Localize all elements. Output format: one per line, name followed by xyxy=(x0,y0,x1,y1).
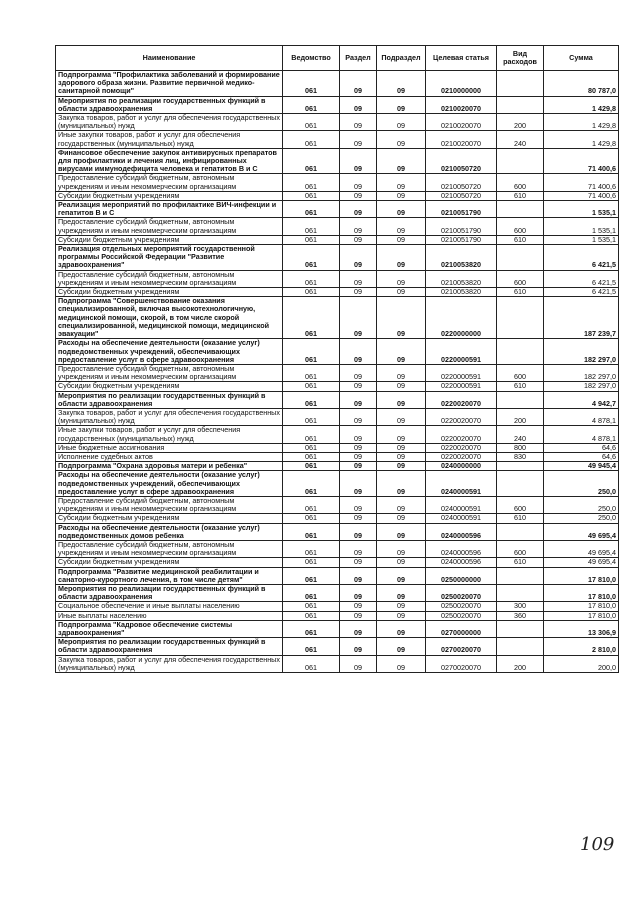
cell-name: Мероприятия по реализации государственных функций в области здравоохранения xyxy=(56,391,283,408)
cell-sum: 17 810,0 xyxy=(544,584,619,601)
cell-exp-type xyxy=(497,339,544,365)
cell-name: Финансовое обеспечение закупок антивирусных препаратов для профилактики и лечения лиц, инфицированных вирусами иммунодефицита человека и гепатитов В и С xyxy=(56,148,283,174)
cell-dept: 061 xyxy=(283,288,340,297)
cell-sum: 200,0 xyxy=(544,655,619,672)
cell-exp-type: 240 xyxy=(497,426,544,443)
cell-subsection: 09 xyxy=(377,218,426,235)
cell-name: Закупка товаров, работ и услуг для обеспечения государственных (муниципальных) нужд xyxy=(56,408,283,425)
cell-subsection: 09 xyxy=(377,270,426,287)
cell-dept: 061 xyxy=(283,443,340,452)
cell-sum: 71 400,6 xyxy=(544,148,619,174)
cell-exp-type xyxy=(497,297,544,339)
cell-exp-type: 610 xyxy=(497,382,544,391)
cell-name: Реализация отдельных мероприятий государственной программы Российской Федерации "Развитие здравоохранения" xyxy=(56,245,283,271)
table-row xyxy=(56,245,619,271)
cell-exp-type: 600 xyxy=(497,218,544,235)
table-body xyxy=(56,71,619,673)
cell-sum: 6 421,5 xyxy=(544,288,619,297)
cell-subsection: 09 xyxy=(377,148,426,174)
cell-sum: 4 878,1 xyxy=(544,408,619,425)
cell-subsection: 09 xyxy=(377,131,426,148)
cell-subsection: 09 xyxy=(377,567,426,584)
cell-target: 0240000591 xyxy=(426,514,497,523)
cell-name: Подпрограмма "Развитие медицинской реабилитации и санаторно-курортного лечения, в том числе детям" xyxy=(56,567,283,584)
cell-section: 09 xyxy=(340,288,377,297)
cell-target: 0210051790 xyxy=(426,235,497,244)
cell-target: 0210020070 xyxy=(426,131,497,148)
cell-target: 0250020070 xyxy=(426,611,497,620)
cell-section: 09 xyxy=(340,558,377,567)
cell-sum: 4 942,7 xyxy=(544,391,619,408)
cell-exp-type xyxy=(497,567,544,584)
cell-sum: 1 429,8 xyxy=(544,96,619,113)
table-row xyxy=(56,297,619,339)
table-row xyxy=(56,523,619,540)
cell-name: Мероприятия по реализации государственных функций в области здравоохранения xyxy=(56,638,283,655)
table-header-row xyxy=(56,46,619,71)
table-row xyxy=(56,235,619,244)
table-row xyxy=(56,620,619,637)
table-row xyxy=(56,201,619,218)
table-row xyxy=(56,382,619,391)
cell-name: Субсидии бюджетным учреждениям xyxy=(56,235,283,244)
cell-sum: 6 421,5 xyxy=(544,245,619,271)
cell-subsection: 09 xyxy=(377,514,426,523)
cell-sum: 1 535,1 xyxy=(544,201,619,218)
cell-subsection: 09 xyxy=(377,584,426,601)
cell-dept: 061 xyxy=(283,174,340,191)
cell-name: Подпрограмма "Профилактика заболеваний и формирование здорового образа жизни. Развитие первичной медико-санитарной помощи" xyxy=(56,71,283,97)
cell-exp-type: 200 xyxy=(497,408,544,425)
cell-dept: 061 xyxy=(283,339,340,365)
cell-subsection: 09 xyxy=(377,558,426,567)
cell-dept: 061 xyxy=(283,638,340,655)
cell-section: 09 xyxy=(340,131,377,148)
cell-subsection: 09 xyxy=(377,408,426,425)
cell-dept: 061 xyxy=(283,655,340,672)
table-row xyxy=(56,452,619,461)
cell-exp-type: 600 xyxy=(497,496,544,513)
cell-name: Субсидии бюджетным учреждениям xyxy=(56,288,283,297)
cell-sum: 250,0 xyxy=(544,471,619,497)
cell-target: 0210050720 xyxy=(426,148,497,174)
cell-target: 0210000000 xyxy=(426,71,497,97)
cell-target: 0220000000 xyxy=(426,297,497,339)
cell-dept: 061 xyxy=(283,297,340,339)
cell-sum: 17 810,0 xyxy=(544,567,619,584)
cell-sum: 182 297,0 xyxy=(544,382,619,391)
cell-sum: 4 878,1 xyxy=(544,426,619,443)
cell-section: 09 xyxy=(340,638,377,655)
cell-sum: 64,6 xyxy=(544,452,619,461)
cell-name: Закупка товаров, работ и услуг для обеспечения государственных (муниципальных) нужд xyxy=(56,114,283,131)
cell-sum: 187 239,7 xyxy=(544,297,619,339)
cell-name: Предоставление субсидий бюджетным, автономным учреждениям и иным некоммерческим организациям xyxy=(56,364,283,381)
cell-target: 0220000591 xyxy=(426,339,497,365)
cell-subsection: 09 xyxy=(377,496,426,513)
cell-exp-type xyxy=(497,462,544,471)
table-row xyxy=(56,288,619,297)
cell-name: Предоставление субсидий бюджетным, автономным учреждениям и иным некоммерческим организациям xyxy=(56,174,283,191)
table-row xyxy=(56,148,619,174)
cell-subsection: 09 xyxy=(377,638,426,655)
cell-dept: 061 xyxy=(283,462,340,471)
cell-exp-type xyxy=(497,584,544,601)
cell-target: 0210053820 xyxy=(426,270,497,287)
cell-sum: 13 306,9 xyxy=(544,620,619,637)
cell-sum: 6 421,5 xyxy=(544,270,619,287)
cell-exp-type xyxy=(497,201,544,218)
cell-name: Субсидии бюджетным учреждениям xyxy=(56,191,283,200)
table-row xyxy=(56,71,619,97)
cell-exp-type: 800 xyxy=(497,443,544,452)
cell-section: 09 xyxy=(340,426,377,443)
header-section: Раздел xyxy=(340,46,377,71)
cell-name: Предоставление субсидий бюджетным, автономным учреждениям и иным некоммерческим организациям xyxy=(56,270,283,287)
cell-target: 0210051790 xyxy=(426,201,497,218)
cell-dept: 061 xyxy=(283,201,340,218)
cell-target: 0220020070 xyxy=(426,443,497,452)
table-row xyxy=(56,611,619,620)
cell-subsection: 09 xyxy=(377,288,426,297)
cell-sum: 250,0 xyxy=(544,514,619,523)
table-row xyxy=(56,462,619,471)
cell-name: Подпрограмма "Совершенствование оказания специализированной, включая высокотехнологичную, медицинской помощи, скорой, в том числе скорой специализированной, медицинской помощи, медицинской эвакуации" xyxy=(56,297,283,339)
cell-target: 0240000591 xyxy=(426,471,497,497)
cell-section: 09 xyxy=(340,245,377,271)
cell-name: Подпрограмма "Кадровое обеспечение системы здравоохранения" xyxy=(56,620,283,637)
cell-dept: 061 xyxy=(283,382,340,391)
cell-dept: 061 xyxy=(283,131,340,148)
cell-name: Иные бюджетные ассигнования xyxy=(56,443,283,452)
cell-name: Предоставление субсидий бюджетным, автономным учреждениям и иным некоммерческим организациям xyxy=(56,540,283,557)
header-target: Целевая статья xyxy=(426,46,497,71)
cell-dept: 061 xyxy=(283,96,340,113)
cell-subsection: 09 xyxy=(377,174,426,191)
table-row xyxy=(56,218,619,235)
cell-dept: 061 xyxy=(283,71,340,97)
cell-section: 09 xyxy=(340,452,377,461)
cell-section: 09 xyxy=(340,655,377,672)
table-row xyxy=(56,602,619,611)
cell-dept: 061 xyxy=(283,114,340,131)
cell-section: 09 xyxy=(340,382,377,391)
table-row xyxy=(56,408,619,425)
cell-dept: 061 xyxy=(283,191,340,200)
cell-subsection: 09 xyxy=(377,462,426,471)
cell-section: 09 xyxy=(340,339,377,365)
cell-sum: 64,6 xyxy=(544,443,619,452)
cell-name: Иные закупки товаров, работ и услуг для обеспечения государственных (муниципальных) нужд xyxy=(56,131,283,148)
cell-subsection: 09 xyxy=(377,201,426,218)
cell-dept: 061 xyxy=(283,408,340,425)
cell-target: 0240000596 xyxy=(426,540,497,557)
cell-subsection: 09 xyxy=(377,297,426,339)
cell-section: 09 xyxy=(340,611,377,620)
table-row xyxy=(56,638,619,655)
cell-section: 09 xyxy=(340,148,377,174)
cell-exp-type xyxy=(497,148,544,174)
cell-target: 0220020070 xyxy=(426,426,497,443)
cell-dept: 061 xyxy=(283,452,340,461)
cell-dept: 061 xyxy=(283,496,340,513)
cell-section: 09 xyxy=(340,496,377,513)
cell-exp-type: 610 xyxy=(497,514,544,523)
cell-section: 09 xyxy=(340,471,377,497)
header-sum: Сумма xyxy=(544,46,619,71)
cell-target: 0210020070 xyxy=(426,114,497,131)
cell-sum: 1 535,1 xyxy=(544,218,619,235)
cell-target: 0270020070 xyxy=(426,638,497,655)
cell-target: 0210050720 xyxy=(426,174,497,191)
cell-section: 09 xyxy=(340,391,377,408)
cell-exp-type: 610 xyxy=(497,558,544,567)
cell-section: 09 xyxy=(340,96,377,113)
cell-dept: 061 xyxy=(283,620,340,637)
cell-sum: 182 297,0 xyxy=(544,339,619,365)
cell-name: Расходы на обеспечение деятельности (оказание услуг) подведомственных домов ребенка xyxy=(56,523,283,540)
cell-dept: 061 xyxy=(283,391,340,408)
cell-exp-type: 610 xyxy=(497,235,544,244)
cell-exp-type xyxy=(497,638,544,655)
cell-target: 0220020070 xyxy=(426,408,497,425)
cell-section: 09 xyxy=(340,174,377,191)
table-row xyxy=(56,655,619,672)
cell-subsection: 09 xyxy=(377,602,426,611)
cell-section: 09 xyxy=(340,620,377,637)
cell-name: Расходы на обеспечение деятельности (оказание услуг) подведомственных учреждений, обеспечивающих предоставление услуг в сфере здравоохранения xyxy=(56,339,283,365)
cell-name: Предоставление субсидий бюджетным, автономным учреждениям и иным некоммерческим организациям xyxy=(56,218,283,235)
cell-name: Расходы на обеспечение деятельности (оказание услуг) подведомственных учреждений, обеспечивающих предоставление услуг в сфере здравоохранения xyxy=(56,471,283,497)
table-row xyxy=(56,131,619,148)
cell-name: Мероприятия по реализации государственных функций в области здравоохранения xyxy=(56,584,283,601)
cell-exp-type xyxy=(497,96,544,113)
cell-sum: 1 535,1 xyxy=(544,235,619,244)
cell-subsection: 09 xyxy=(377,245,426,271)
cell-section: 09 xyxy=(340,201,377,218)
table-row xyxy=(56,540,619,557)
cell-sum: 17 810,0 xyxy=(544,611,619,620)
cell-target: 0270000000 xyxy=(426,620,497,637)
cell-section: 09 xyxy=(340,540,377,557)
cell-dept: 061 xyxy=(283,611,340,620)
page-number: 109 xyxy=(580,834,615,855)
cell-dept: 061 xyxy=(283,270,340,287)
cell-exp-type: 240 xyxy=(497,131,544,148)
cell-target: 0220020070 xyxy=(426,391,497,408)
cell-dept: 061 xyxy=(283,364,340,381)
cell-subsection: 09 xyxy=(377,655,426,672)
cell-exp-type xyxy=(497,245,544,271)
cell-subsection: 09 xyxy=(377,540,426,557)
table-row xyxy=(56,443,619,452)
cell-subsection: 09 xyxy=(377,339,426,365)
table-row xyxy=(56,391,619,408)
cell-subsection: 09 xyxy=(377,382,426,391)
table-row xyxy=(56,114,619,131)
cell-exp-type xyxy=(497,523,544,540)
table-row xyxy=(56,584,619,601)
cell-sum: 49 695,4 xyxy=(544,558,619,567)
cell-target: 0250020070 xyxy=(426,584,497,601)
cell-subsection: 09 xyxy=(377,114,426,131)
cell-section: 09 xyxy=(340,514,377,523)
cell-sum: 71 400,6 xyxy=(544,191,619,200)
header-subsection: Подраздел xyxy=(377,46,426,71)
cell-section: 09 xyxy=(340,408,377,425)
header-exp-type: Вид расходов xyxy=(497,46,544,71)
cell-name: Исполнение судебных актов xyxy=(56,452,283,461)
cell-subsection: 09 xyxy=(377,471,426,497)
cell-target: 0210053820 xyxy=(426,245,497,271)
cell-section: 09 xyxy=(340,114,377,131)
cell-target: 0220000591 xyxy=(426,382,497,391)
cell-subsection: 09 xyxy=(377,611,426,620)
table-row xyxy=(56,191,619,200)
cell-name: Закупка товаров, работ и услуг для обеспечения государственных (муниципальных) нужд xyxy=(56,655,283,672)
cell-section: 09 xyxy=(340,523,377,540)
cell-sum: 49 695,4 xyxy=(544,523,619,540)
cell-subsection: 09 xyxy=(377,426,426,443)
cell-target: 0210050720 xyxy=(426,191,497,200)
cell-name: Реализация мероприятий по профилактике ВИЧ-инфекции и гепатитов В и С xyxy=(56,201,283,218)
cell-exp-type xyxy=(497,71,544,97)
cell-section: 09 xyxy=(340,443,377,452)
cell-subsection: 09 xyxy=(377,191,426,200)
header-name: Наименование xyxy=(56,46,283,71)
cell-exp-type: 600 xyxy=(497,364,544,381)
cell-section: 09 xyxy=(340,364,377,381)
cell-subsection: 09 xyxy=(377,443,426,452)
cell-exp-type: 600 xyxy=(497,540,544,557)
table-row xyxy=(56,471,619,497)
cell-dept: 061 xyxy=(283,602,340,611)
table-row xyxy=(56,364,619,381)
cell-target: 0210020070 xyxy=(426,96,497,113)
table-row xyxy=(56,496,619,513)
cell-sum: 1 429,8 xyxy=(544,114,619,131)
cell-subsection: 09 xyxy=(377,364,426,381)
cell-sum: 182 297,0 xyxy=(544,364,619,381)
cell-exp-type: 300 xyxy=(497,602,544,611)
table-row xyxy=(56,174,619,191)
cell-name: Иные выплаты населению xyxy=(56,611,283,620)
table-row xyxy=(56,96,619,113)
header-dept: Ведомство xyxy=(283,46,340,71)
cell-name: Предоставление субсидий бюджетным, автономным учреждениям и иным некоммерческим организациям xyxy=(56,496,283,513)
cell-name: Субсидии бюджетным учреждениям xyxy=(56,558,283,567)
cell-dept: 061 xyxy=(283,426,340,443)
cell-subsection: 09 xyxy=(377,235,426,244)
budget-table xyxy=(55,45,619,673)
cell-dept: 061 xyxy=(283,523,340,540)
cell-dept: 061 xyxy=(283,245,340,271)
cell-subsection: 09 xyxy=(377,452,426,461)
cell-sum: 49 695,4 xyxy=(544,540,619,557)
cell-section: 09 xyxy=(340,191,377,200)
cell-subsection: 09 xyxy=(377,71,426,97)
cell-section: 09 xyxy=(340,218,377,235)
cell-dept: 061 xyxy=(283,567,340,584)
cell-exp-type xyxy=(497,620,544,637)
cell-sum: 1 429,8 xyxy=(544,131,619,148)
cell-exp-type: 200 xyxy=(497,655,544,672)
cell-subsection: 09 xyxy=(377,391,426,408)
cell-exp-type xyxy=(497,471,544,497)
cell-sum: 2 810,0 xyxy=(544,638,619,655)
cell-name: Иные закупки товаров, работ и услуг для обеспечения государственных (муниципальных) нужд xyxy=(56,426,283,443)
cell-name: Субсидии бюджетным учреждениям xyxy=(56,514,283,523)
cell-name: Социальное обеспечение и иные выплаты населению xyxy=(56,602,283,611)
cell-target: 0240000596 xyxy=(426,523,497,540)
cell-target: 0220020070 xyxy=(426,452,497,461)
cell-section: 09 xyxy=(340,235,377,244)
cell-subsection: 09 xyxy=(377,620,426,637)
cell-sum: 80 787,0 xyxy=(544,71,619,97)
cell-dept: 061 xyxy=(283,514,340,523)
cell-target: 0270020070 xyxy=(426,655,497,672)
cell-section: 09 xyxy=(340,297,377,339)
cell-dept: 061 xyxy=(283,584,340,601)
table-row xyxy=(56,426,619,443)
table-row xyxy=(56,339,619,365)
cell-exp-type: 830 xyxy=(497,452,544,461)
cell-target: 0210053820 xyxy=(426,288,497,297)
cell-sum: 71 400,6 xyxy=(544,174,619,191)
cell-target: 0240000596 xyxy=(426,558,497,567)
cell-name: Субсидии бюджетным учреждениям xyxy=(56,382,283,391)
cell-sum: 250,0 xyxy=(544,496,619,513)
table-row xyxy=(56,567,619,584)
cell-section: 09 xyxy=(340,584,377,601)
cell-dept: 061 xyxy=(283,558,340,567)
cell-target: 0250000000 xyxy=(426,567,497,584)
cell-exp-type: 600 xyxy=(497,174,544,191)
cell-target: 0220000591 xyxy=(426,364,497,381)
cell-section: 09 xyxy=(340,462,377,471)
cell-section: 09 xyxy=(340,270,377,287)
cell-name: Подпрограмма "Охрана здоровья матери и ребенка" xyxy=(56,462,283,471)
cell-sum: 17 810,0 xyxy=(544,602,619,611)
cell-dept: 061 xyxy=(283,148,340,174)
cell-dept: 061 xyxy=(283,218,340,235)
cell-exp-type: 610 xyxy=(497,191,544,200)
cell-dept: 061 xyxy=(283,235,340,244)
cell-subsection: 09 xyxy=(377,523,426,540)
cell-subsection: 09 xyxy=(377,96,426,113)
cell-exp-type: 600 xyxy=(497,270,544,287)
cell-dept: 061 xyxy=(283,540,340,557)
cell-exp-type xyxy=(497,391,544,408)
cell-exp-type: 610 xyxy=(497,288,544,297)
cell-section: 09 xyxy=(340,567,377,584)
table-row xyxy=(56,270,619,287)
cell-exp-type: 360 xyxy=(497,611,544,620)
cell-sum: 49 945,4 xyxy=(544,462,619,471)
cell-target: 0250020070 xyxy=(426,602,497,611)
cell-dept: 061 xyxy=(283,471,340,497)
cell-target: 0240000000 xyxy=(426,462,497,471)
table-row xyxy=(56,514,619,523)
table-row xyxy=(56,558,619,567)
cell-target: 0210051790 xyxy=(426,218,497,235)
cell-section: 09 xyxy=(340,602,377,611)
cell-name: Мероприятия по реализации государственных функций в области здравоохранения xyxy=(56,96,283,113)
cell-target: 0240000591 xyxy=(426,496,497,513)
cell-section: 09 xyxy=(340,71,377,97)
cell-exp-type: 200 xyxy=(497,114,544,131)
